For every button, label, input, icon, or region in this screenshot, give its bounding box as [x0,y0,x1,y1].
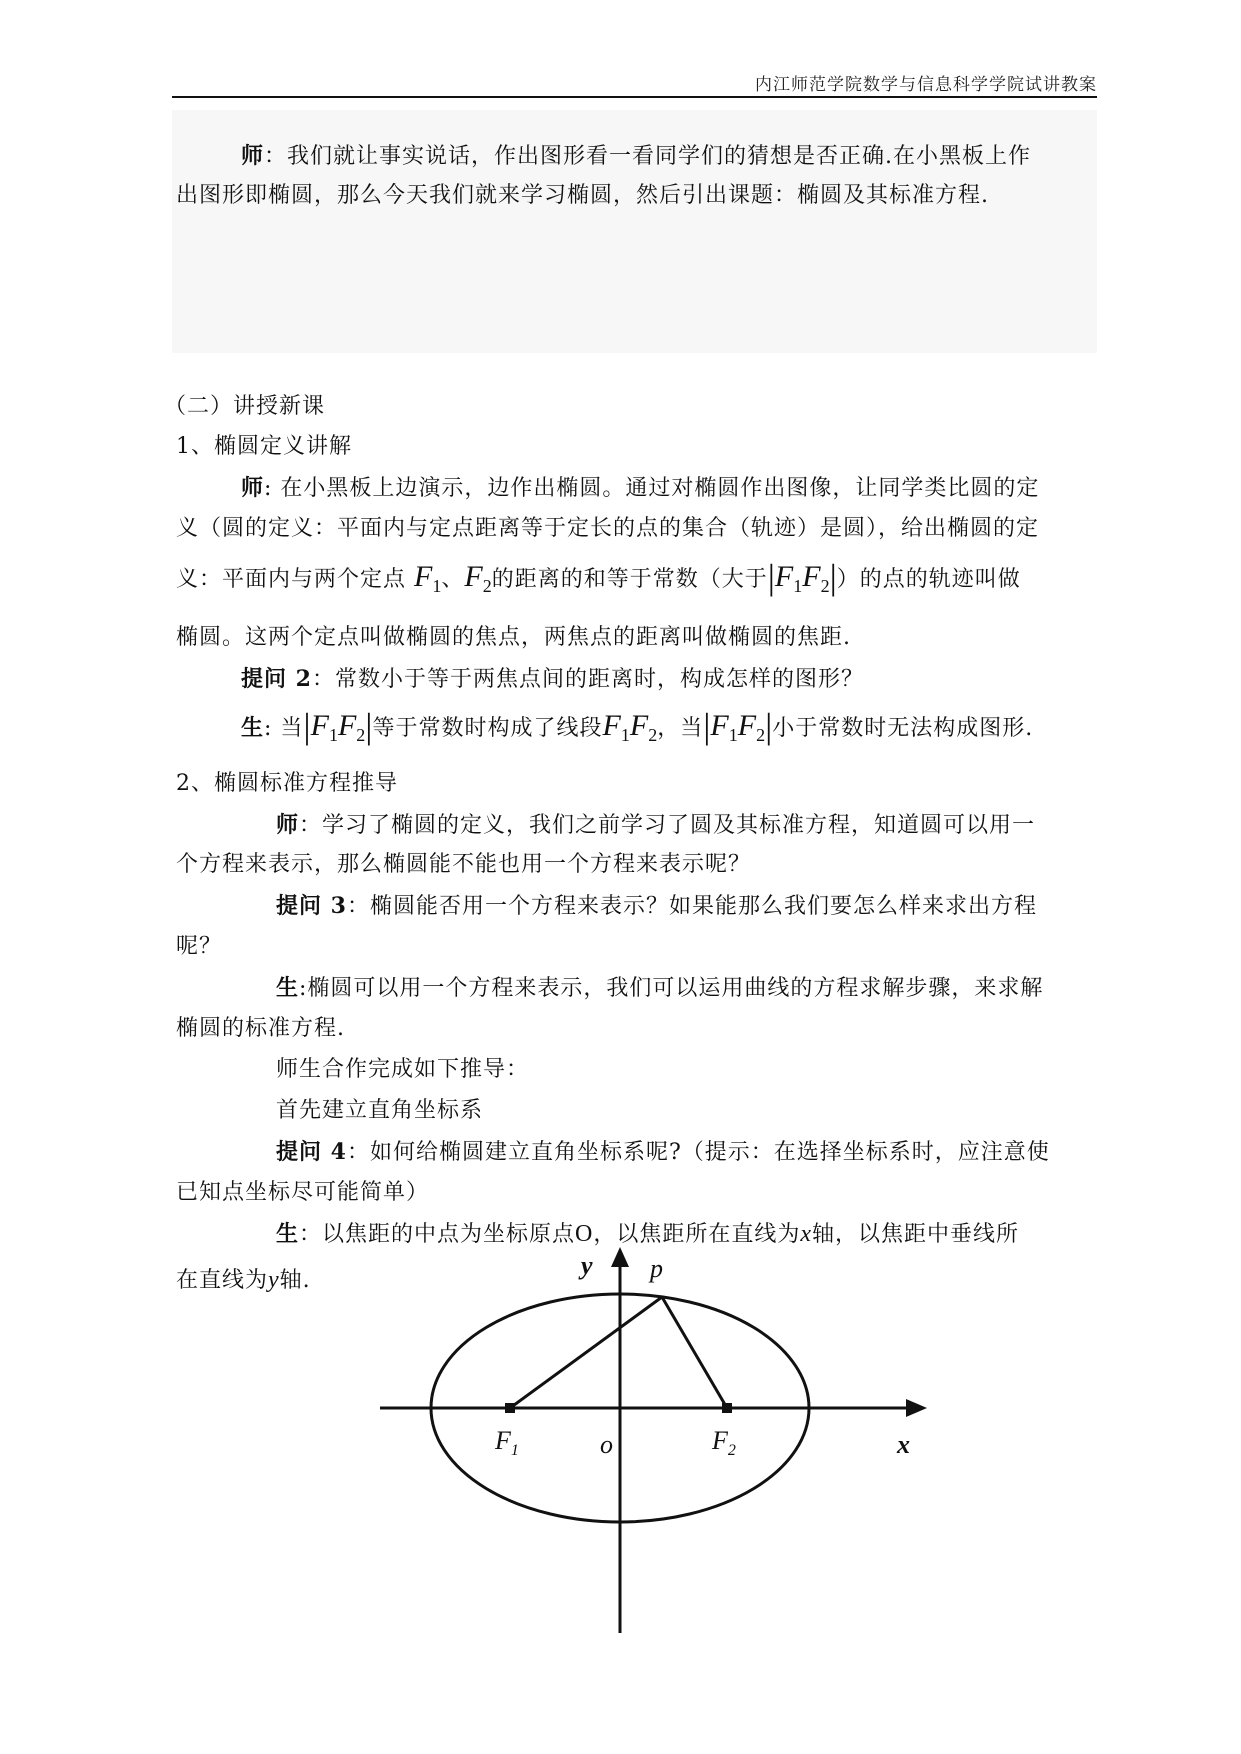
derivation-line-1: 师：学习了椭圆的定义，我们之前学习了圆及其标准方程，知道圆可以用一 [276,812,1036,838]
math-abs-f1f2: $|F_1F_2|$ [303,706,373,746]
header-rule [172,96,1097,98]
first-step-line: 首先建立直角坐标系 [276,1098,484,1123]
math-f2: $F_2$ [464,560,492,596]
answer-3-line-1: 生:椭圆可以用一个方程来表示，我们可以运用曲线的方程求解步骤，来求解 [276,975,1044,1001]
math-f1: $F_1$ [414,560,442,596]
x-axis-label: x [897,1430,910,1459]
item1-heading: 1、椭圆定义讲解 [176,434,352,459]
x-axis-arrow [906,1399,927,1417]
segment-p-f2 [662,1297,727,1408]
origin-label: o [600,1430,613,1459]
segment-f1-p [510,1297,662,1408]
question-label: 提问 3 [276,893,347,919]
focus-f1-marker [505,1403,515,1413]
math-segment-f1f2: $F_1F_2$ [602,709,658,745]
point-p-label: p [650,1254,663,1283]
speaker-student: 生 [241,715,265,741]
document-header: 内江师范学院数学与信息科学学院试讲教案 [755,75,1097,95]
section-heading: （二）讲授新课 [164,394,326,419]
derivation-line-2: 个方程来表示，那么椭圆能不能也用一个方程来表示呢？ [176,852,752,877]
answer-2: 生: 当$|F_1F_2|$等于常数时构成了线段$F_1F_2$，当$|F_1F_2|$小于常数时无法构成图形. [241,706,1034,746]
focus-f2-label: $F_2$ [712,1426,736,1459]
speaker-teacher: 师 [276,812,300,838]
question-4-line-2: 已知点坐标尽可能简单） [176,1180,430,1205]
y-axis-arrow [611,1247,629,1267]
question-3-line-2: 呢？ [176,934,223,959]
speaker-teacher: 师 [241,475,265,501]
question-2: 提问 2：常数小于等于两焦点间的距离时，构成怎样的图形？ [241,666,864,692]
math-abs-f1f2: $|F_1F_2|$ [703,706,773,746]
definition-line-2: 义（圆的定义：平面内与定点距离等于定长的点的集合（轨迹）是圆），给出椭圆的定 [176,516,1040,541]
question-3-line-1: 提问 3：椭圆能否用一个方程来表示？如果能那么我们要怎么样来求出方程 [276,893,1037,919]
focus-f2-marker [722,1403,732,1413]
focus-f1-label: $F_1$ [495,1426,519,1459]
intro-line-1: 师：我们就让事实说话，作出图形看一看同学们的猜想是否正确.在小黑板上作 [241,143,1032,169]
math-abs-f1f2: $|F_1F_2|$ [767,557,837,597]
question-label: 提问 2 [241,666,312,692]
question-label: 提问 4 [276,1139,347,1165]
speaker-student: 生 [276,1221,300,1247]
y-axis-label: y [581,1251,593,1280]
definition-line-3: 义：平面内与两个定点 $F_1$、$F_2$的距离的和等于常数（大于$|F_1F_2|$）的点的轨迹叫做 [176,557,1021,597]
answer-4-line-2: 在直线为y轴. [176,1267,311,1293]
speaker-teacher: 师 [241,143,265,169]
item2-heading: 2、椭圆标准方程推导 [176,771,398,796]
definition-line-1: 师: 在小黑板上边演示，边作出椭圆。通过对椭圆作出图像，让同学类比圆的定 [241,475,1040,501]
intro-line-2: 出图形即椭圆，那么今天我们就来学习椭圆，然后引出课题：椭圆及其标准方程. [176,183,989,208]
answer-4-line-1: 生：以焦距的中点为坐标原点O，以焦距所在直线为x轴，以焦距中垂线所 [276,1221,1020,1247]
ellipse-diagram [370,1245,940,1645]
answer-3-line-2: 椭圆的标准方程. [176,1016,345,1041]
cooperation-line: 师生合作完成如下推导： [276,1057,530,1082]
definition-line-4: 椭圆。这两个定点叫做椭圆的焦点，两焦点的距离叫做椭圆的焦距. [176,625,851,650]
question-4-line-1: 提问 4：如何给椭圆建立直角坐标系呢?（提示：在选择坐标系时，应注意使 [276,1139,1050,1165]
speaker-student: 生 [276,975,300,1001]
